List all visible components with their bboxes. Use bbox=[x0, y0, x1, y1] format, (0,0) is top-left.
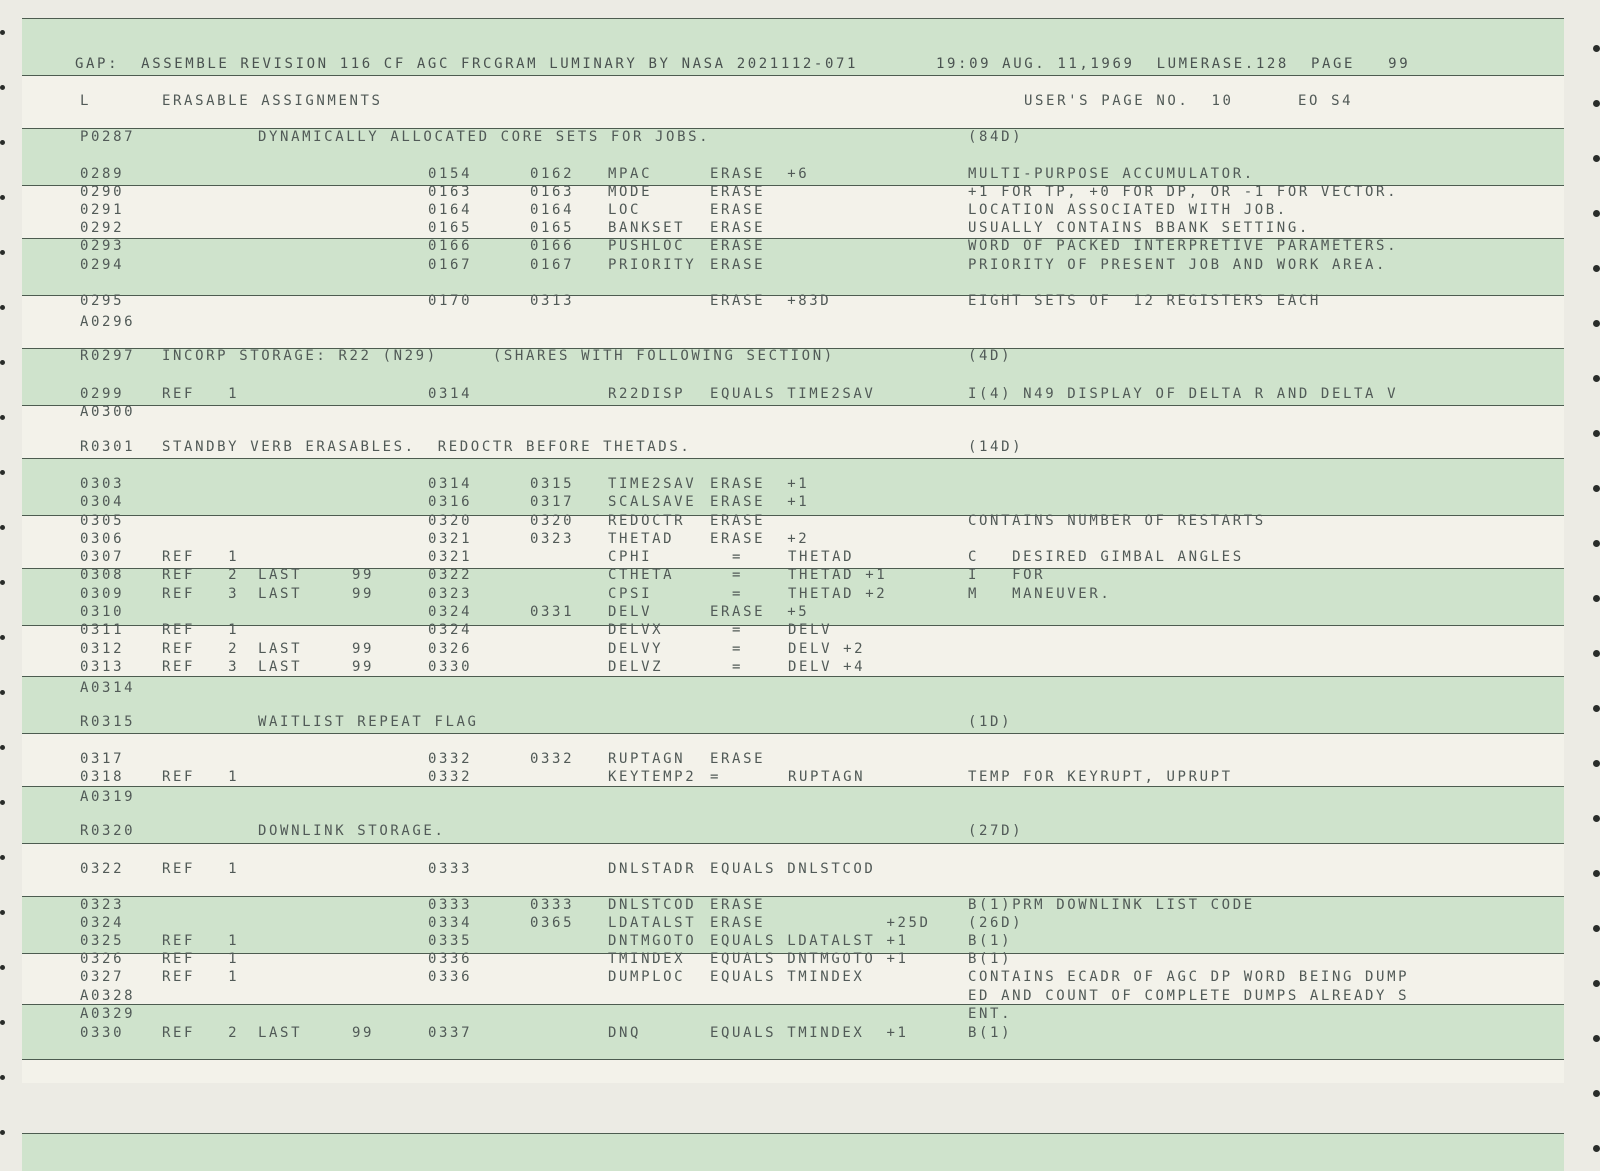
listing-line bbox=[0, 347, 1600, 365]
listing-field-c4: 0321 bbox=[428, 531, 473, 547]
listing-field-c1: 0307 bbox=[80, 549, 125, 565]
listing-field-c3: WAITLIST REPEAT FLAG bbox=[258, 714, 479, 730]
listing-field-c7: = bbox=[710, 622, 744, 638]
eo-code: EO S4 bbox=[1298, 93, 1354, 109]
listing-field-c4: 0321 bbox=[428, 549, 473, 565]
listing-field-c1: 0291 bbox=[80, 202, 125, 218]
listing-line bbox=[0, 548, 1600, 566]
listing-line bbox=[0, 1005, 1600, 1023]
listing-field-c5: 0315 bbox=[530, 476, 575, 492]
listing-field-c9: M MANEUVER. bbox=[968, 586, 1112, 602]
listing-field-c1: 0294 bbox=[80, 257, 125, 273]
listing-field-c6: DELVZ bbox=[608, 659, 664, 675]
listing-field-c1: 0324 bbox=[80, 915, 125, 931]
listing-field-c8: THETAD bbox=[788, 549, 855, 565]
listing-field-c7: ERASE +6 bbox=[710, 166, 810, 182]
listing-field-c4: 0165 bbox=[428, 220, 473, 236]
listing-field-c5: 0164 bbox=[530, 202, 575, 218]
tractor-hole bbox=[1593, 705, 1600, 712]
listing-field-c9: (4D) bbox=[968, 348, 1013, 364]
listing-field-c1: 0292 bbox=[80, 220, 125, 236]
listing-field-c1: 0299 bbox=[80, 386, 125, 402]
tractor-hole bbox=[0, 1130, 5, 1135]
listing-field-c5: 0331 bbox=[530, 604, 575, 620]
listing-line bbox=[0, 530, 1600, 548]
listing-line bbox=[0, 292, 1600, 310]
listing-field-c7: = bbox=[710, 769, 722, 785]
listing-field-c4: 0323 bbox=[428, 586, 473, 602]
listing-field-c2: REF 1 bbox=[162, 386, 240, 402]
listing-field-c3b: 99 bbox=[352, 567, 375, 583]
listing-field-c6: KEYTEMP2 bbox=[608, 769, 697, 785]
listing-field-c4: 0166 bbox=[428, 238, 473, 254]
listing-field-c2: REF 3 bbox=[162, 586, 240, 602]
listing-field-c7: ERASE +1 bbox=[710, 494, 810, 510]
listing-field-c6: THETAD bbox=[608, 531, 675, 547]
listing-line bbox=[0, 438, 1600, 456]
listing-field-c1: A0329 bbox=[80, 1006, 136, 1022]
listing-field-c4: 0333 bbox=[428, 897, 473, 913]
listing-field-c4: 0163 bbox=[428, 184, 473, 200]
listing-field-c9: B(1) bbox=[968, 933, 1013, 949]
listing-line bbox=[0, 256, 1600, 274]
listing-field-c5: 0333 bbox=[530, 897, 575, 913]
listing-line bbox=[0, 585, 1600, 603]
listing-field-c1: R0301 bbox=[80, 439, 136, 455]
tractor-hole bbox=[1593, 815, 1600, 822]
listing-field-c8: DELV +2 bbox=[788, 641, 866, 657]
listing-field-c6: MODE bbox=[608, 184, 653, 200]
listing-field-c6: LDATALST bbox=[608, 915, 697, 931]
listing-field-c9: MULTI-PURPOSE ACCUMULATOR. bbox=[968, 166, 1255, 182]
listing-field-c3: LAST bbox=[258, 586, 303, 602]
listing-field-c3: LAST bbox=[258, 641, 303, 657]
listing-field-c1: 0306 bbox=[80, 531, 125, 547]
listing-field-c7: ERASE bbox=[710, 238, 766, 254]
listing-field-c6: DELVX bbox=[608, 622, 664, 638]
listing-field-c6: DNQ bbox=[608, 1025, 642, 1041]
listing-field-c5: 0167 bbox=[530, 257, 575, 273]
listing-field-c4: 0332 bbox=[428, 769, 473, 785]
listing-field-c4: 0324 bbox=[428, 604, 473, 620]
listing-field-c4: 0336 bbox=[428, 969, 473, 985]
listing-field-c6: DUMPLOC bbox=[608, 969, 686, 985]
listing-field-c9: B(1)PRM DOWNLINK LIST CODE bbox=[968, 897, 1255, 913]
tractor-hole bbox=[1593, 1090, 1600, 1097]
listing-field-c7: ERASE +1 bbox=[710, 476, 810, 492]
listing-line bbox=[0, 640, 1600, 658]
assembly-title: GAP: ASSEMBLE REVISION 116 CF AGC FRCGRAM LUMINARY BY NASA 2021112-071 bbox=[75, 56, 859, 72]
listing-field-c8: THETAD +1 bbox=[788, 567, 888, 583]
listing-field-c9: B(1) bbox=[968, 1025, 1013, 1041]
listing-field-c1: 0304 bbox=[80, 494, 125, 510]
listing-field-c1: 0309 bbox=[80, 586, 125, 602]
listing-line bbox=[0, 1024, 1600, 1042]
listing-field-c9: ENT. bbox=[968, 1006, 1013, 1022]
listing-field-c3: LAST bbox=[258, 1025, 303, 1041]
listing-field-c7: = bbox=[710, 549, 744, 565]
listing-field-c9: (27D) bbox=[968, 823, 1024, 839]
listing-field-c1: 0293 bbox=[80, 238, 125, 254]
listing-field-c6: DNTMGOTO bbox=[608, 933, 697, 949]
listing-field-c6: SCALSAVE bbox=[608, 494, 697, 510]
listing-field-c2: REF 1 bbox=[162, 549, 240, 565]
listing-line bbox=[0, 566, 1600, 584]
header-line-2 bbox=[0, 92, 1600, 110]
listing-field-c5: 0320 bbox=[530, 513, 575, 529]
listing-field-c7: ERASE bbox=[710, 202, 766, 218]
listing-field-c6: DELV bbox=[608, 604, 653, 620]
listing-field-c1: 0317 bbox=[80, 751, 125, 767]
listing-field-c9: CONTAINS ECADR OF AGC DP WORD BEING DUMP bbox=[968, 969, 1410, 985]
listing-field-c1: 0295 bbox=[80, 293, 125, 309]
section-title: ERASABLE ASSIGNMENTS bbox=[162, 93, 383, 109]
listing-field-c5: 0317 bbox=[530, 494, 575, 510]
listing-field-c2: REF 2 bbox=[162, 1025, 240, 1041]
listing-field-c7: ERASE bbox=[710, 513, 766, 529]
listing-field-c1: R0315 bbox=[80, 714, 136, 730]
listing-field-c9: I(4) N49 DISPLAY OF DELTA R AND DELTA V bbox=[968, 386, 1399, 402]
listing-field-c9: TEMP FOR KEYRUPT, UPRUPT bbox=[968, 769, 1233, 785]
tractor-hole bbox=[1593, 1145, 1600, 1152]
listing-field-c2: INCORP STORAGE: R22 (N29) (SHARES WITH FOLLOWING SECTION) bbox=[162, 348, 835, 364]
listing-field-c7: ERASE +25D bbox=[710, 915, 931, 931]
listing-field-c5: 0166 bbox=[530, 238, 575, 254]
listing-line bbox=[0, 201, 1600, 219]
tractor-hole bbox=[1593, 430, 1600, 437]
listing-field-c6: DELVY bbox=[608, 641, 664, 657]
listing-field-c9: (26D) bbox=[968, 915, 1024, 931]
tractor-hole bbox=[0, 1075, 5, 1080]
listing-field-c9: PRIORITY OF PRESENT JOB AND WORK AREA. bbox=[968, 257, 1388, 273]
listing-field-c2: REF 1 bbox=[162, 951, 240, 967]
header-line-1 bbox=[0, 55, 1600, 73]
listing-field-c2: REF 1 bbox=[162, 622, 240, 638]
listing-field-c4: 0330 bbox=[428, 659, 473, 675]
listing-field-c2: REF 2 bbox=[162, 567, 240, 583]
listing-field-c4: 0316 bbox=[428, 494, 473, 510]
listing-line bbox=[0, 512, 1600, 530]
listing-field-c2: REF 1 bbox=[162, 861, 240, 877]
listing-line bbox=[0, 475, 1600, 493]
listing-field-c7: ERASE bbox=[710, 220, 766, 236]
listing-line bbox=[0, 713, 1600, 731]
listing-line bbox=[0, 768, 1600, 786]
listing-field-c3b: 99 bbox=[352, 659, 375, 675]
listing-field-c1: P0287 bbox=[80, 129, 136, 145]
listing-line bbox=[0, 237, 1600, 255]
green-band bbox=[22, 1133, 1564, 1171]
user-page-number: USER'S PAGE NO. 10 bbox=[1024, 93, 1234, 109]
listing-field-c3: DYNAMICALLY ALLOCATED CORE SETS FOR JOBS. bbox=[258, 129, 711, 145]
listing-field-c3b: 99 bbox=[352, 1025, 375, 1041]
listing-field-c4: 0333 bbox=[428, 861, 473, 877]
listing-field-c7: ERASE bbox=[710, 184, 766, 200]
listing-line bbox=[0, 932, 1600, 950]
listing-field-c7: = bbox=[710, 641, 744, 657]
listing-field-c4: 0326 bbox=[428, 641, 473, 657]
listing-field-c7: ERASE bbox=[710, 257, 766, 273]
listing-field-c4: 0337 bbox=[428, 1025, 473, 1041]
listing-field-c2: REF 3 bbox=[162, 659, 240, 675]
listing-field-c4: 0314 bbox=[428, 476, 473, 492]
listing-field-c6: MPAC bbox=[608, 166, 653, 182]
listing-line bbox=[0, 914, 1600, 932]
tractor-hole bbox=[1593, 155, 1600, 162]
listing-field-c1: 0323 bbox=[80, 897, 125, 913]
listing-field-c9: USUALLY CONTAINS BBANK SETTING. bbox=[968, 220, 1310, 236]
listing-line bbox=[0, 750, 1600, 768]
listing-field-c6: BANKSET bbox=[608, 220, 686, 236]
listing-line bbox=[0, 603, 1600, 621]
listing-field-c1: 0313 bbox=[80, 659, 125, 675]
listing-field-c1: 0322 bbox=[80, 861, 125, 877]
listing-line bbox=[0, 987, 1600, 1005]
listing-line bbox=[0, 822, 1600, 840]
listing-line bbox=[0, 896, 1600, 914]
listing-field-c2: REF 1 bbox=[162, 933, 240, 949]
listing-field-c1: A0319 bbox=[80, 789, 136, 805]
listing-field-c1: 0311 bbox=[80, 622, 125, 638]
listing-line bbox=[0, 165, 1600, 183]
listing-field-c9: EIGHT SETS OF 12 REGISTERS EACH bbox=[968, 293, 1321, 309]
listing-line bbox=[0, 219, 1600, 237]
listing-field-c9: +1 FOR TP, +0 FOR DP, OR -1 FOR VECTOR. bbox=[968, 184, 1399, 200]
listing-line bbox=[0, 385, 1600, 403]
listing-field-c1: 0308 bbox=[80, 567, 125, 583]
listing-field-c2: REF 2 bbox=[162, 641, 240, 657]
listing-field-c5: 0323 bbox=[530, 531, 575, 547]
listing-type: L bbox=[80, 93, 92, 109]
listing-field-c4: 0336 bbox=[428, 951, 473, 967]
listing-line bbox=[0, 788, 1600, 806]
listing-field-c5: 0365 bbox=[530, 915, 575, 931]
listing-field-c6: DNLSTCOD bbox=[608, 897, 697, 913]
listing-field-c1: R0320 bbox=[80, 823, 136, 839]
listing-field-c3: LAST bbox=[258, 659, 303, 675]
listing-field-c4: 0322 bbox=[428, 567, 473, 583]
listing-field-c5: 0332 bbox=[530, 751, 575, 767]
listing-line bbox=[0, 968, 1600, 986]
listing-field-c7: = bbox=[710, 586, 744, 602]
listing-field-c1: 0327 bbox=[80, 969, 125, 985]
listing-field-c7: = bbox=[710, 567, 744, 583]
listing-field-c2: REF 1 bbox=[162, 769, 240, 785]
listing-field-c8: DELV bbox=[788, 622, 833, 638]
listing-field-c7: EQUALS DNLSTCOD bbox=[710, 861, 876, 877]
listing-field-c7: = bbox=[710, 659, 744, 675]
listing-field-c7: EQUALS DNTMGOTO +1 bbox=[710, 951, 909, 967]
tractor-hole bbox=[0, 30, 5, 35]
listing-field-c4: 0164 bbox=[428, 202, 473, 218]
tractor-hole bbox=[1593, 45, 1600, 52]
listing-field-c3: LAST bbox=[258, 567, 303, 583]
listing-field-c7: EQUALS TIME2SAV bbox=[710, 386, 876, 402]
listing-field-c9: (1D) bbox=[968, 714, 1013, 730]
listing-line bbox=[0, 950, 1600, 968]
listing-line bbox=[0, 313, 1600, 331]
listing-field-c6: PRIORITY bbox=[608, 257, 697, 273]
listing-field-c9: I FOR bbox=[968, 567, 1046, 583]
listing-field-c6: RUPTAGN bbox=[608, 751, 686, 767]
listing-field-c4: 0334 bbox=[428, 915, 473, 931]
listing-field-c6: CTHETA bbox=[608, 567, 675, 583]
listing-field-c7: ERASE +2 bbox=[710, 531, 810, 547]
listing-field-c1: 0326 bbox=[80, 951, 125, 967]
listing-field-c9: WORD OF PACKED INTERPRETIVE PARAMETERS. bbox=[968, 238, 1399, 254]
listing-field-c5: 0165 bbox=[530, 220, 575, 236]
listing-field-c6: TIME2SAV bbox=[608, 476, 697, 492]
listing-field-c6: CPSI bbox=[608, 586, 653, 602]
listing-field-c4: 0167 bbox=[428, 257, 473, 273]
listing-field-c7: EQUALS TMINDEX +1 bbox=[710, 1025, 909, 1041]
listing-field-c9: B(1) bbox=[968, 951, 1013, 967]
listing-field-c6: R22DISP bbox=[608, 386, 686, 402]
listing-field-c7: ERASE bbox=[710, 897, 766, 913]
listing-field-c1: A0300 bbox=[80, 404, 136, 420]
assembly-date-page: 19:09 AUG. 11,1969 LUMERASE.128 PAGE 99 bbox=[936, 56, 1411, 72]
listing-field-c8: THETAD +2 bbox=[788, 586, 888, 602]
listing-field-c9: C DESIRED GIMBAL ANGLES bbox=[968, 549, 1244, 565]
listing-field-c9: CONTAINS NUMBER OF RESTARTS bbox=[968, 513, 1266, 529]
listing-field-c1: 0318 bbox=[80, 769, 125, 785]
listing-field-c1: 0289 bbox=[80, 166, 125, 182]
listing-field-c1: 0325 bbox=[80, 933, 125, 949]
listing-field-c6: CPHI bbox=[608, 549, 653, 565]
listing-line bbox=[0, 621, 1600, 639]
listing-field-c9: LOCATION ASSOCIATED WITH JOB. bbox=[968, 202, 1288, 218]
listing-field-c4: 0154 bbox=[428, 166, 473, 182]
listing-field-c7: ERASE +5 bbox=[710, 604, 810, 620]
listing-field-c7: EQUALS LDATALST +1 bbox=[710, 933, 909, 949]
listing-field-c1: A0296 bbox=[80, 314, 136, 330]
listing-field-c4: 0314 bbox=[428, 386, 473, 402]
listing-field-c1: A0328 bbox=[80, 988, 136, 1004]
listing-field-c4: 0332 bbox=[428, 751, 473, 767]
listing-line bbox=[0, 679, 1600, 697]
listing-field-c5: 0163 bbox=[530, 184, 575, 200]
listing-field-c1: 0330 bbox=[80, 1025, 125, 1041]
listing-field-c1: 0305 bbox=[80, 513, 125, 529]
listing-field-c4: 0320 bbox=[428, 513, 473, 529]
listing-line bbox=[0, 183, 1600, 201]
listing-field-c8: DELV +4 bbox=[788, 659, 866, 675]
listing-field-c2: REF 1 bbox=[162, 969, 240, 985]
listing-field-c1: A0314 bbox=[80, 680, 136, 696]
listing-field-c9: ED AND COUNT OF COMPLETE DUMPS ALREADY S bbox=[968, 988, 1410, 1004]
listing-field-c1: 0303 bbox=[80, 476, 125, 492]
listing-field-c6: TMINDEX bbox=[608, 951, 686, 967]
listing-field-c3: DOWNLINK STORAGE. bbox=[258, 823, 446, 839]
listing-field-c4: 0170 bbox=[428, 293, 473, 309]
listing-field-c9: (14D) bbox=[968, 439, 1024, 455]
listing-field-c7: ERASE +83D bbox=[710, 293, 832, 309]
tractor-hole bbox=[1593, 375, 1600, 382]
listing-field-c4: 0335 bbox=[428, 933, 473, 949]
listing-line bbox=[0, 128, 1600, 146]
listing-field-c7: EQUALS TMINDEX bbox=[710, 969, 865, 985]
listing-field-c6: REDOCTR bbox=[608, 513, 686, 529]
listing-field-c5: 0313 bbox=[530, 293, 575, 309]
listing-field-c9: (84D) bbox=[968, 129, 1024, 145]
listing-line bbox=[0, 860, 1600, 878]
listing-field-c6: LOC bbox=[608, 202, 642, 218]
listing-field-c4: 0324 bbox=[428, 622, 473, 638]
listing-field-c6: PUSHLOC bbox=[608, 238, 686, 254]
listing-line bbox=[0, 493, 1600, 511]
listing-field-c3b: 99 bbox=[352, 586, 375, 602]
listing-field-c6: DNLSTADR bbox=[608, 861, 697, 877]
listing-line bbox=[0, 658, 1600, 676]
listing-field-c1: 0312 bbox=[80, 641, 125, 657]
listing-field-c3b: 99 bbox=[352, 641, 375, 657]
listing-field-c7: ERASE bbox=[710, 751, 766, 767]
listing-field-c1: 0310 bbox=[80, 604, 125, 620]
listing-field-c2: STANDBY VERB ERASABLES. REDOCTR BEFORE THETADS. bbox=[162, 439, 692, 455]
listing-field-c8: RUPTAGN bbox=[788, 769, 866, 785]
listing-line bbox=[0, 403, 1600, 421]
listing-field-c1: 0290 bbox=[80, 184, 125, 200]
listing-field-c1: R0297 bbox=[80, 348, 136, 364]
listing-field-c5: 0162 bbox=[530, 166, 575, 182]
